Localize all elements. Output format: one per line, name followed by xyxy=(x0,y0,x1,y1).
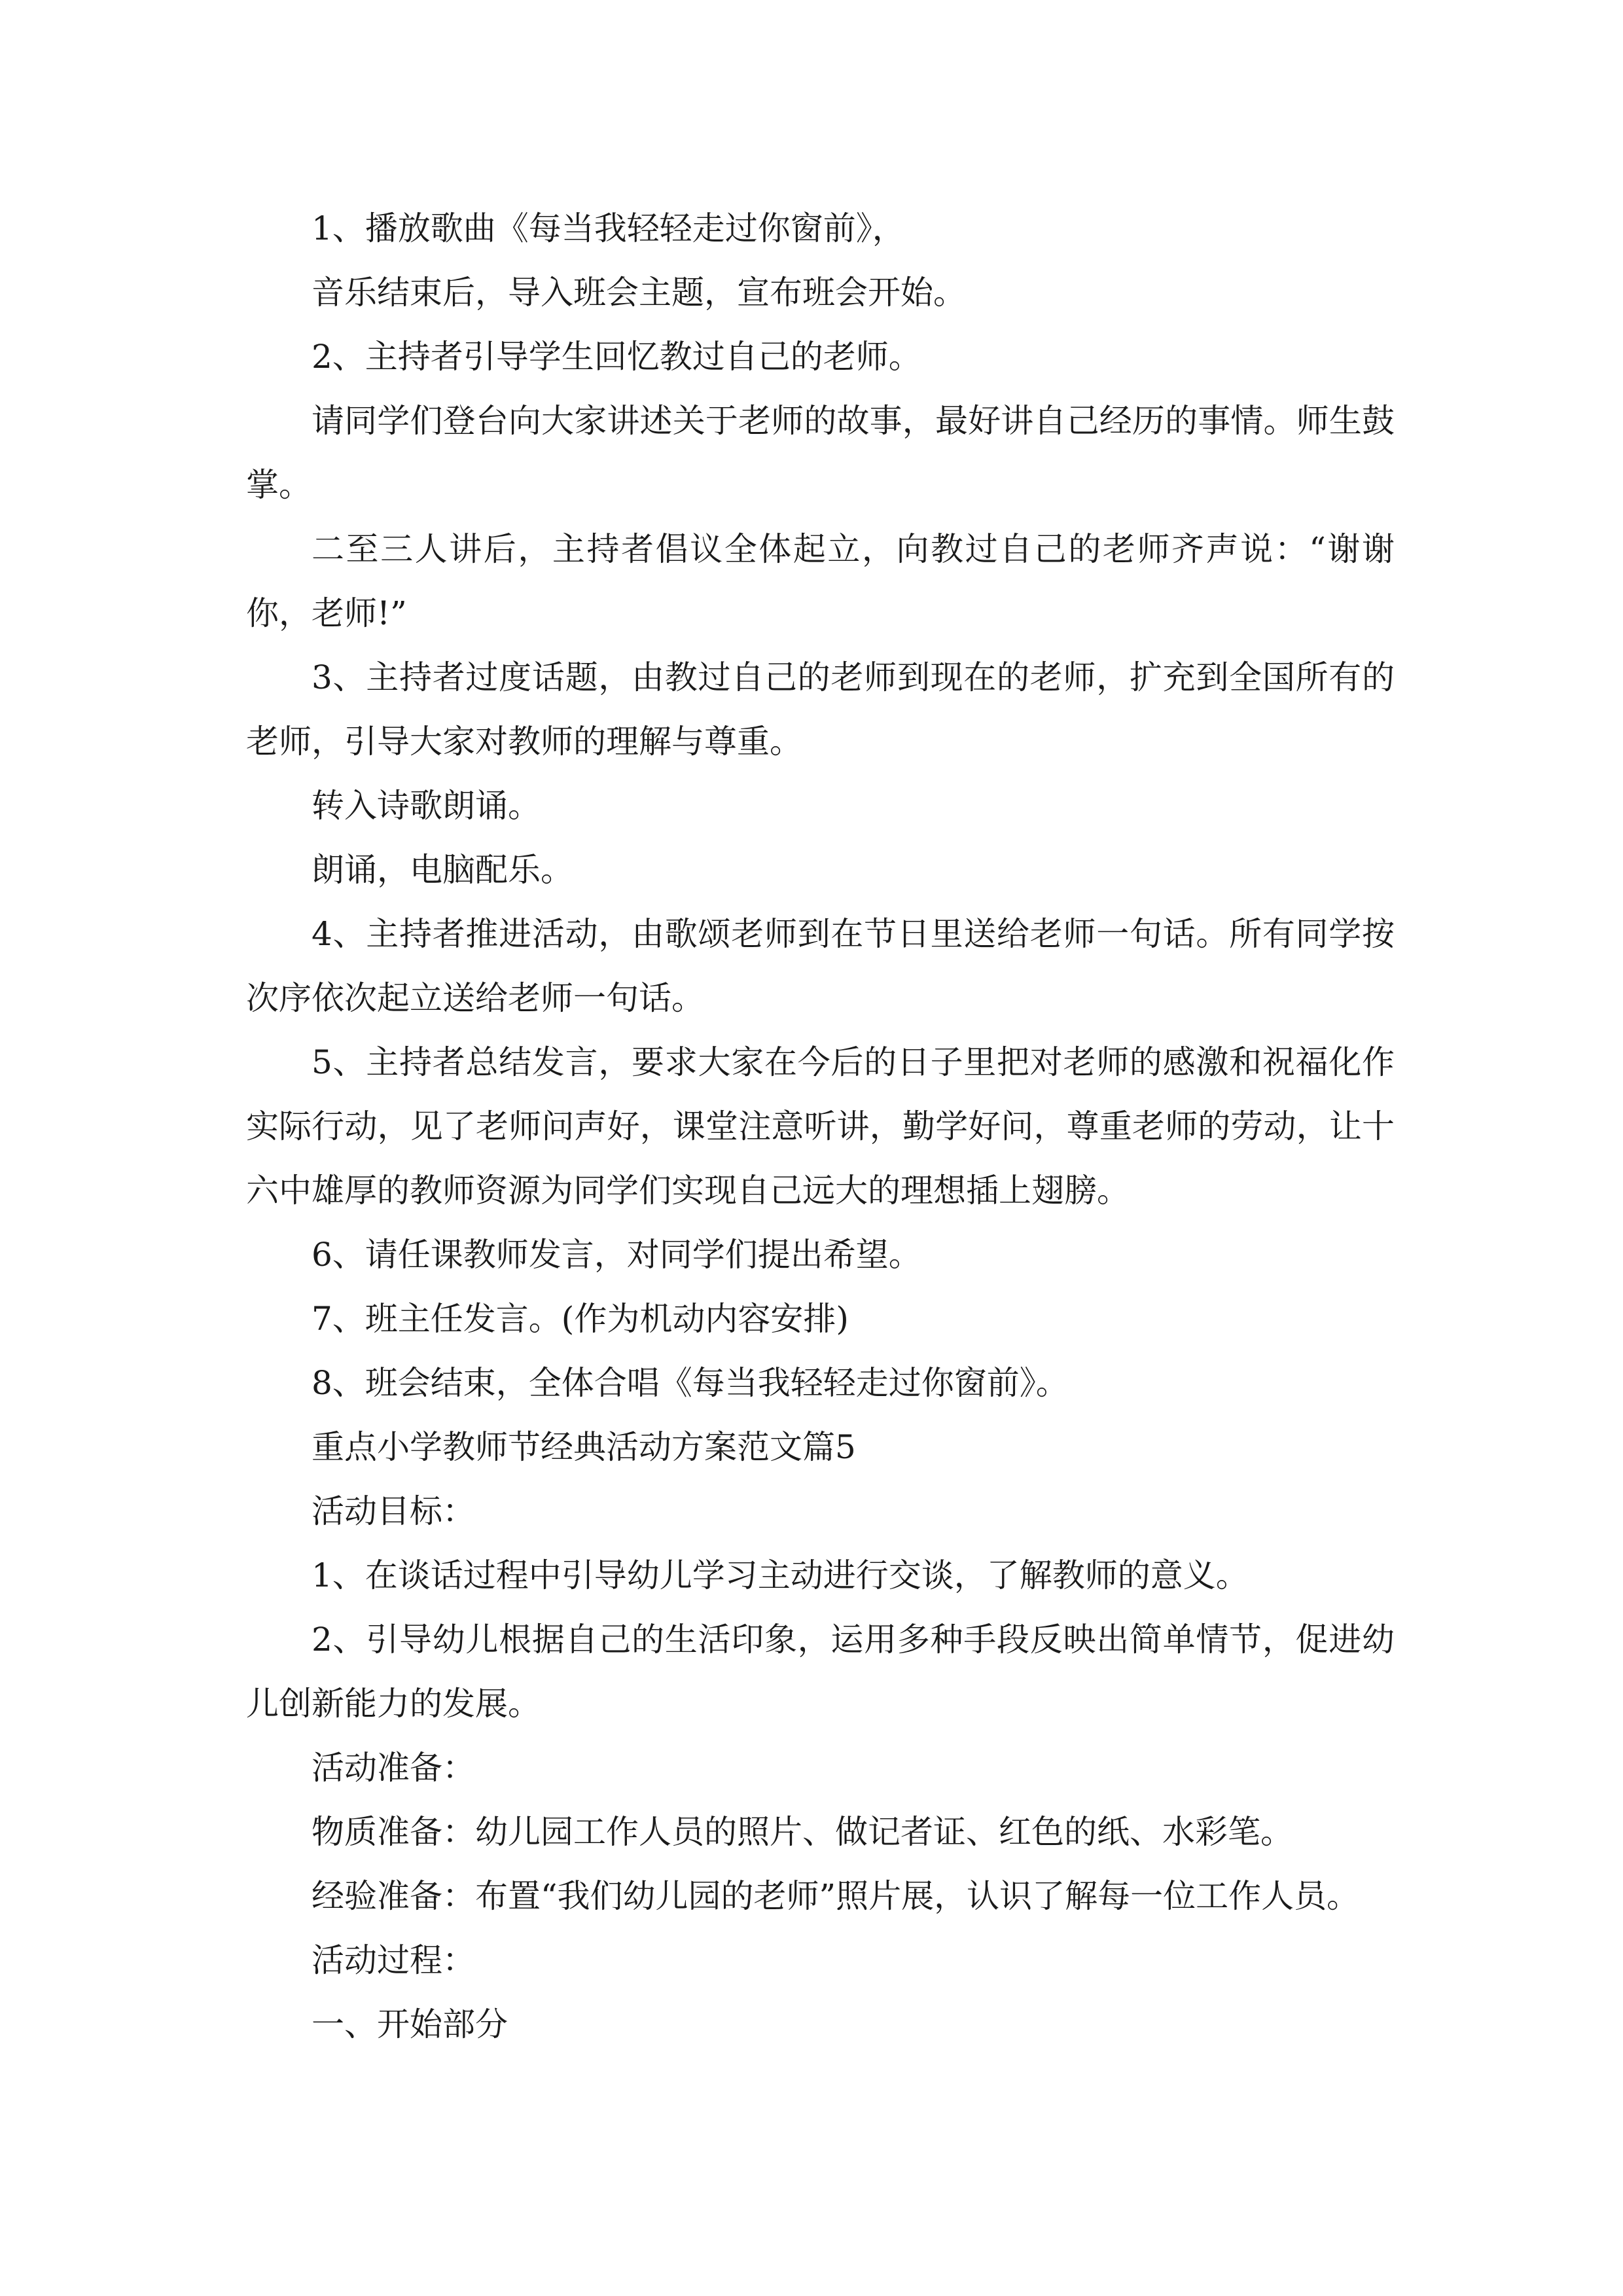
paragraph-stories: 请同学们登台向大家讲述关于老师的故事，最好讲自己经历的事情。师生鼓掌。 xyxy=(246,402,1395,504)
paragraph-step-3-topic: 3、主持者过度话题，由教过自己的老师到现在的老师，扩充到全国所有的老师，引导大家对教师的理解与尊重。 xyxy=(246,658,1395,761)
paragraph-step-4-words: 4、主持者推进活动，由歌颂老师到在节日里送给老师一句话。所有同学按次序依次起立送给老师一句话。 xyxy=(246,915,1395,1017)
paragraph-step-7-headteacher: 7、班主任发言。(作为机动内容安排) xyxy=(312,1300,849,1338)
paragraph-recitation: 朗诵，电脑配乐。 xyxy=(312,851,573,889)
paragraph-start-part: 一、开始部分 xyxy=(312,2005,508,2043)
paragraph-thank-you: 二至三人讲后，主持者倡议全体起立，向教过自己的老师齐声说：“谢谢你，老师!” xyxy=(246,530,1395,632)
paragraph-material-prep: 物质准备：幼儿园工作人员的照片、做记者证、红色的纸、水彩笔。 xyxy=(312,1813,1293,1851)
paragraph-goal-1: 1、在谈话过程中引导幼儿学习主动进行交谈，了解教师的意义。 xyxy=(312,1556,1249,1594)
paragraph-music-end: 音乐结束后，导入班会主题，宣布班会开始。 xyxy=(312,274,966,312)
paragraph-goals-heading: 活动目标： xyxy=(312,1492,475,1530)
document-body xyxy=(246,196,1395,2056)
section-heading: 重点小学教师节经典活动方案范文篇5 xyxy=(312,1428,856,1466)
paragraph-preparation-heading: 活动准备： xyxy=(312,1749,475,1787)
paragraph-experience-prep: 经验准备：布置“我们幼儿园的老师”照片展，认识了解每一位工作人员。 xyxy=(312,1877,1360,1915)
paragraph-step-6-teachers: 6、请任课教师发言，对同学们提出希望。 xyxy=(312,1236,921,1274)
paragraph-step-1-song: 1、播放歌曲《每当我轻轻走过你窗前》， xyxy=(312,209,905,247)
paragraph-goal-2: 2、引导幼儿根据自己的生活印象，运用多种手段反映出简单情节，促进幼儿创新能力的发展。 xyxy=(246,1621,1395,1723)
paragraph-step-2-recall: 2、主持者引导学生回忆教过自己的老师。 xyxy=(312,338,921,376)
paragraph-process-heading: 活动过程： xyxy=(312,1941,475,1979)
paragraph-step-8-end: 8、班会结束，全体合唱《每当我轻轻走过你窗前》。 xyxy=(312,1364,1069,1402)
paragraph-poetry: 转入诗歌朗诵。 xyxy=(312,787,541,825)
paragraph-step-5-summary: 5、主持者总结发言，要求大家在今后的日子里把对老师的感激和祝福化作实际行动，见了老师问声好，课堂注意听讲，勤学好问，尊重老师的劳动，让十六中雄厚的教师资源为同学们实现自己远大的理想插上翅膀。 xyxy=(246,1043,1395,1210)
